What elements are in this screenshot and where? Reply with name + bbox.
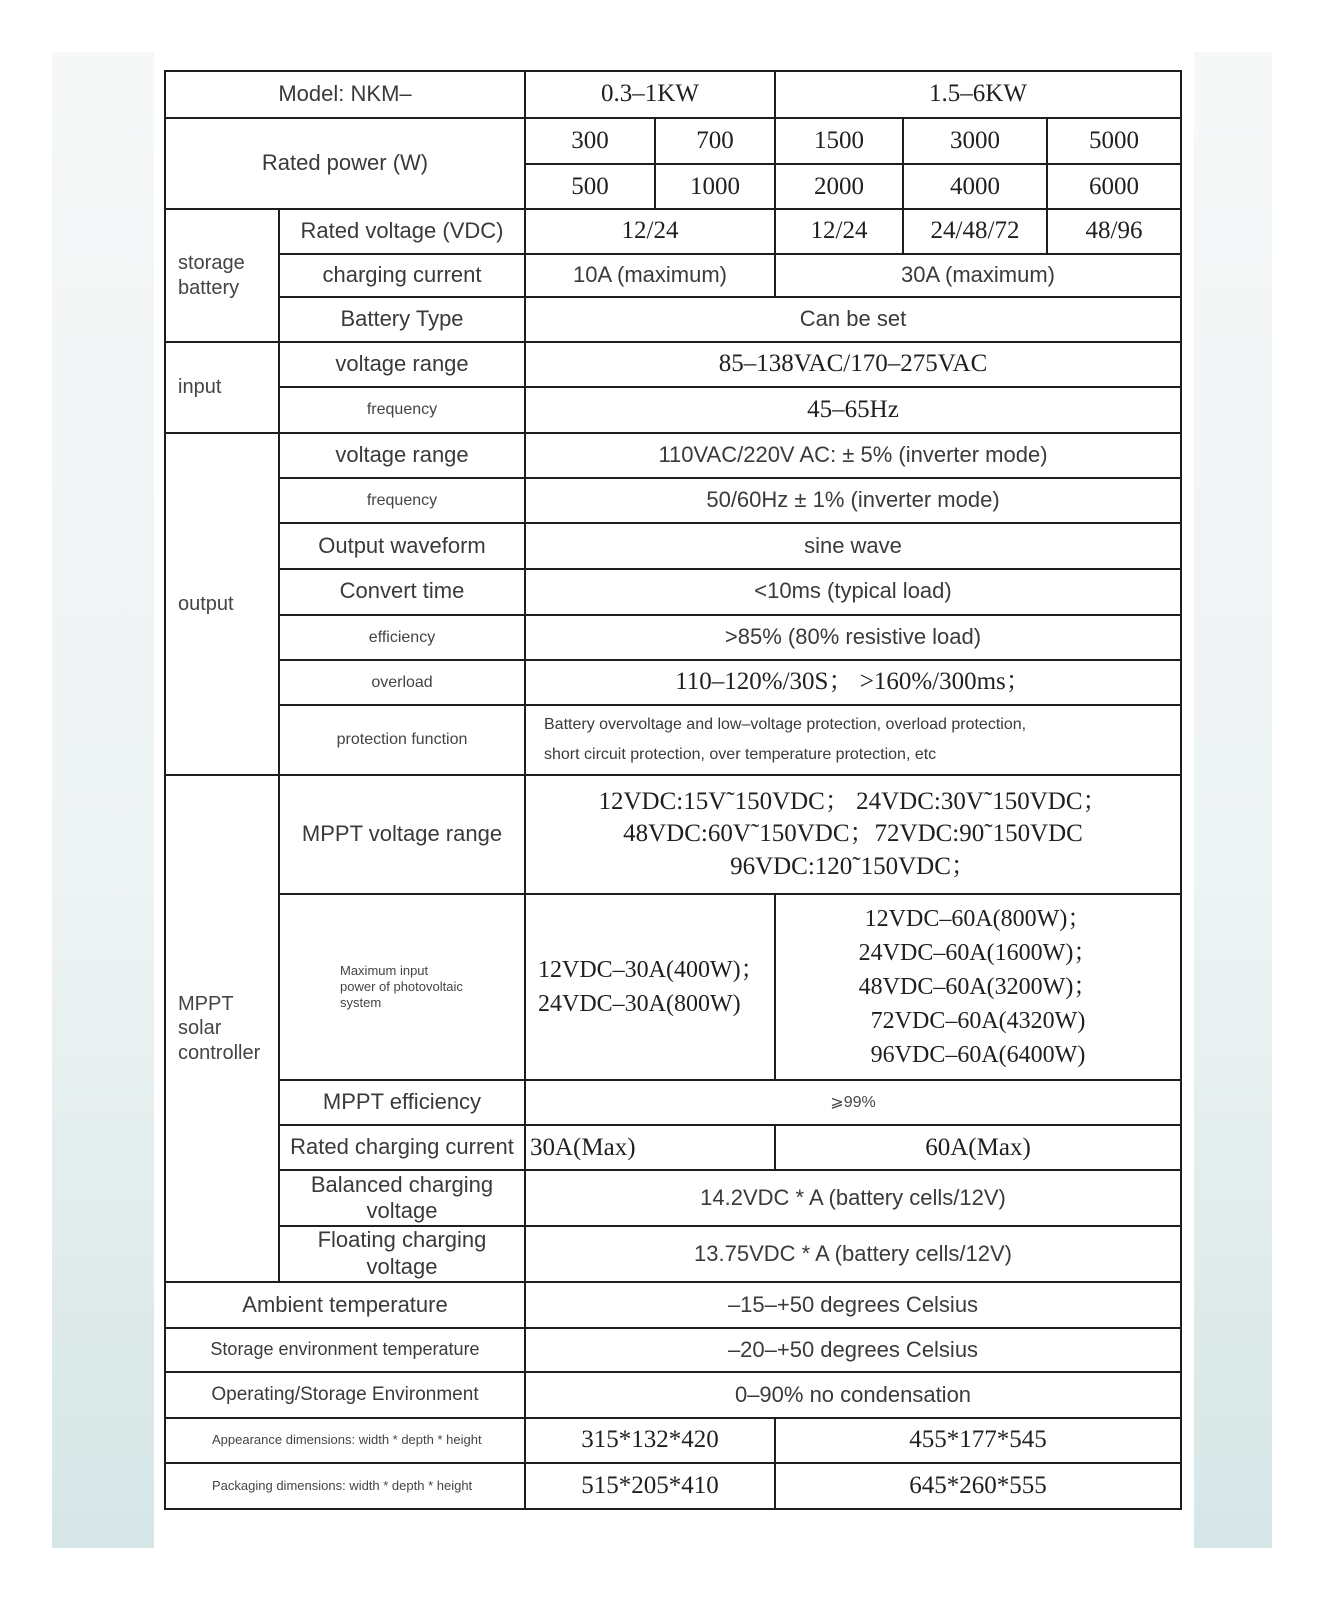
protection-value <box>525 705 1181 775</box>
output-group: output <box>165 433 279 775</box>
mppt-power-row <box>165 894 1181 1081</box>
appearance-dimensions-label: Appearance dimensions: width * depth * height <box>165 1418 525 1463</box>
rated-voltage-value: 24/48/72 <box>903 209 1047 253</box>
rated-charging-current-label: Rated charging current <box>279 1125 525 1170</box>
rated-voltage-value: 12/24 <box>525 209 775 253</box>
rated-charging-current-a: 30A(Max) <box>525 1125 775 1170</box>
balanced-charging-row <box>165 1170 1181 1226</box>
rated-voltage-label: Rated voltage (VDC) <box>279 209 525 253</box>
input-voltage-row <box>165 342 1181 387</box>
convert-time-row <box>165 569 1181 615</box>
rated-power-value: 1000 <box>655 164 775 209</box>
efficiency-row <box>165 615 1181 660</box>
packaging-dimensions-label: Packaging dimensions: width * depth * height <box>165 1463 525 1509</box>
floating-charging-label: Floating charging voltage <box>279 1226 525 1282</box>
overload-row <box>165 660 1181 705</box>
packaging-dimensions-row <box>165 1463 1181 1509</box>
packaging-dimensions-b: 645*260*555 <box>775 1463 1181 1509</box>
floating-charging-row <box>165 1226 1181 1282</box>
rated-voltage-value: 12/24 <box>775 209 903 253</box>
model-label: Model: NKM– <box>165 71 525 118</box>
mppt-efficiency-value: ⩾99% <box>525 1080 1181 1125</box>
mppt-power-value-a <box>525 894 775 1081</box>
rated-power-value: 6000 <box>1047 164 1181 209</box>
convert-time-label: Convert time <box>279 569 525 615</box>
input-voltage-value: 85–138VAC/170–275VAC <box>525 342 1181 387</box>
input-frequency-label: frequency <box>279 387 525 433</box>
efficiency-value: >85% (80% resistive load) <box>525 615 1181 660</box>
mppt-efficiency-row <box>165 1080 1181 1125</box>
operating-environment-value: 0–90% no condensation <box>525 1372 1181 1417</box>
appearance-dimensions-a: 315*132*420 <box>525 1418 775 1463</box>
mppt-power-label: Maximum input power of photovoltaic system <box>279 894 525 1081</box>
battery-type-label: Battery Type <box>279 297 525 342</box>
balanced-charging-label: Balanced charging voltage <box>279 1170 525 1226</box>
output-frequency-row <box>165 478 1181 523</box>
protection-line-1: Battery overvoltage and low–voltage protection, overload protection, <box>544 715 1027 733</box>
overload-label: overload <box>279 660 525 705</box>
convert-time-value: <10ms (typical load) <box>525 569 1181 615</box>
efficiency-label: efficiency <box>279 615 525 660</box>
storage-temperature-value: –20–+50 degrees Celsius <box>525 1328 1181 1372</box>
mppt-power-line: 24VDC–30A(800W) <box>538 990 741 1017</box>
storage-temperature-row <box>165 1328 1181 1372</box>
output-voltage-value: 110VAC/220V AC: ± 5% (inverter mode) <box>525 433 1181 478</box>
output-waveform-value: sine wave <box>525 523 1181 568</box>
output-voltage-label: voltage range <box>279 433 525 478</box>
input-frequency-row <box>165 387 1181 433</box>
balanced-charging-value: 14.2VDC * A (battery cells/12V) <box>525 1170 1181 1226</box>
charging-current-value-a: 10A (maximum) <box>525 254 775 297</box>
input-voltage-label: voltage range <box>279 342 525 387</box>
ambient-temperature-value: –15–+50 degrees Celsius <box>525 1282 1181 1328</box>
mppt-group: MPPT solar controller <box>165 775 279 1282</box>
operating-environment-label: Operating/Storage Environment <box>165 1372 525 1417</box>
input-group: input <box>165 342 279 433</box>
output-frequency-label: frequency <box>279 478 525 523</box>
mppt-voltage-label: MPPT voltage range <box>279 775 525 893</box>
model-row <box>165 71 1181 118</box>
rated-power-value: 500 <box>525 164 655 209</box>
model-range-b: 1.5–6KW <box>775 71 1181 118</box>
protection-row <box>165 705 1181 775</box>
mppt-voltage-line: 96VDC:120˜150VDC； <box>730 852 976 880</box>
appearance-dimensions-b: 455*177*545 <box>775 1418 1181 1463</box>
storage-battery-group: storage battery <box>165 209 279 341</box>
mppt-power-line: 48VDC–60A(3200W)； <box>858 973 1098 1000</box>
specification-table <box>164 70 1182 1510</box>
mppt-power-line: 72VDC–60A(4320W) <box>870 1007 1086 1034</box>
output-waveform-label: Output waveform <box>279 523 525 568</box>
mppt-power-value-b <box>775 894 1181 1081</box>
mppt-power-line: 24VDC–60A(1600W)； <box>858 939 1098 966</box>
mppt-voltage-value <box>525 775 1181 893</box>
mppt-power-line: 12VDC–60A(800W)； <box>864 905 1092 932</box>
rated-charging-current-row <box>165 1125 1181 1170</box>
output-voltage-row <box>165 433 1181 478</box>
mppt-voltage-line: 48VDC:60V˜150VDC；72VDC:90˜150VDC <box>623 820 1083 848</box>
rated-power-value: 3000 <box>903 118 1047 164</box>
ambient-temperature-label: Ambient temperature <box>165 1282 525 1328</box>
rated-power-label: Rated power (W) <box>165 118 525 209</box>
rated-power-value: 5000 <box>1047 118 1181 164</box>
model-range-a: 0.3–1KW <box>525 71 775 118</box>
rated-power-value: 1500 <box>775 118 903 164</box>
rated-power-row-1 <box>165 118 1181 164</box>
mppt-voltage-line: 12VDC:15V˜150VDC； 24VDC:30V˜150VDC； <box>598 787 1108 815</box>
floating-charging-value: 13.75VDC * A (battery cells/12V) <box>525 1226 1181 1282</box>
mppt-efficiency-label: MPPT efficiency <box>279 1080 525 1125</box>
appearance-dimensions-row <box>165 1418 1181 1463</box>
battery-type-row <box>165 297 1181 342</box>
mppt-power-line: 96VDC–60A(6400W) <box>870 1041 1086 1068</box>
charging-current-label: charging current <box>279 254 525 297</box>
rated-charging-current-b: 60A(Max) <box>775 1125 1181 1170</box>
protection-line-2: short circuit protection, over temperature protection, etc <box>544 746 937 764</box>
charging-current-value-b: 30A (maximum) <box>775 254 1181 297</box>
output-waveform-row <box>165 523 1181 568</box>
input-frequency-value: 45–65Hz <box>525 387 1181 433</box>
rated-power-value: 300 <box>525 118 655 164</box>
rated-voltage-value: 48/96 <box>1047 209 1181 253</box>
overload-value: 110–120%/30S； >160%/300ms； <box>525 660 1181 705</box>
rated-power-value: 4000 <box>903 164 1047 209</box>
packaging-dimensions-a: 515*205*410 <box>525 1463 775 1509</box>
mppt-power-line: 12VDC–30A(400W)； <box>538 956 765 983</box>
battery-type-value: Can be set <box>525 297 1181 342</box>
protection-label: protection function <box>279 705 525 775</box>
storage-temperature-label: Storage environment temperature <box>165 1328 525 1372</box>
output-frequency-value: 50/60Hz ± 1% (inverter mode) <box>525 478 1181 523</box>
operating-environment-row <box>165 1372 1181 1417</box>
rated-power-value: 700 <box>655 118 775 164</box>
rated-voltage-row <box>165 209 1181 253</box>
ambient-temperature-row <box>165 1282 1181 1328</box>
mppt-voltage-row <box>165 775 1181 893</box>
rated-power-value: 2000 <box>775 164 903 209</box>
charging-current-row <box>165 254 1181 297</box>
